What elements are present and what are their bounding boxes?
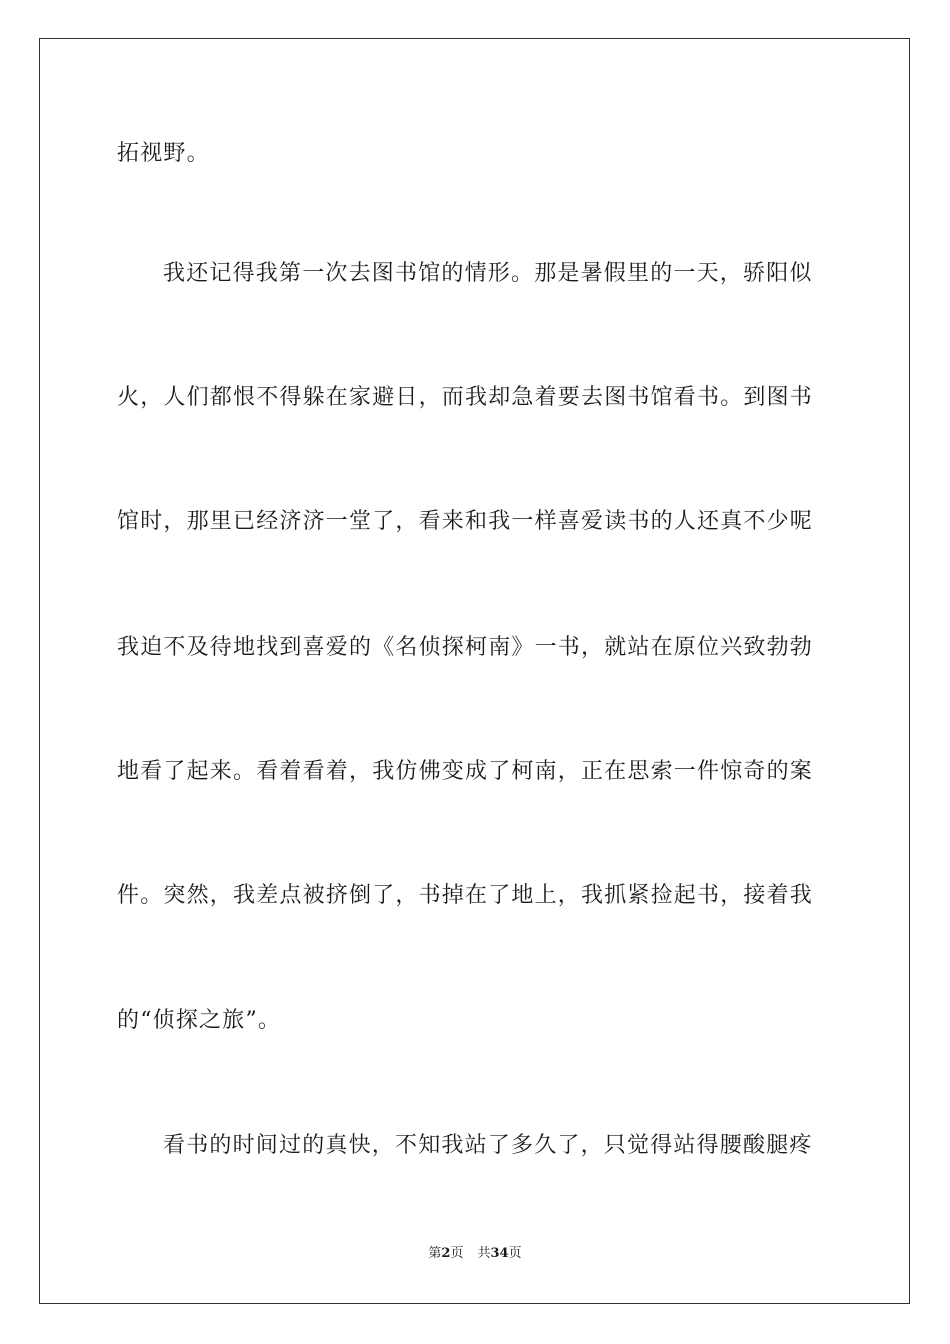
- total-suffix: 页: [508, 1246, 522, 1261]
- text-line: 的“侦探之旅”。: [117, 1008, 282, 1033]
- text-line: 我迫不及待地找到喜爱的《名侦探柯南》一书，就站在原位兴致勃勃: [117, 635, 814, 660]
- page-footer: [0, 1245, 950, 1263]
- page-prefix: 第: [428, 1246, 442, 1261]
- page-suffix: 页: [450, 1246, 464, 1261]
- paragraph-start-line: 我还记得我第一次去图书馆的情形。那是暑假里的一天，骄阳似: [163, 261, 813, 286]
- total-prefix: 共: [477, 1246, 491, 1261]
- text-line: 拓视野。: [117, 141, 210, 166]
- paragraph-start-line: 看书的时间过的真快，不知我站了多久了，只觉得站得腰酸腿疼: [163, 1133, 813, 1158]
- total-pages: 34: [490, 1246, 509, 1261]
- page-border: [39, 38, 910, 1304]
- text-line: 馆时，那里已经济济一堂了，看来和我一样喜爱读书的人还真不少呢: [117, 509, 814, 534]
- text-line: 件。突然，我差点被挤倒了，书掉在了地上，我抓紧捡起书，接着我: [117, 883, 814, 908]
- text-line: 火，人们都恨不得躲在家避日，而我却急着要去图书馆看书。到图书: [117, 385, 814, 410]
- page-number: 2: [441, 1246, 451, 1261]
- text-line: 地看了起来。看着看着，我仿佛变成了柯南，正在思索一件惊奇的案: [117, 759, 814, 784]
